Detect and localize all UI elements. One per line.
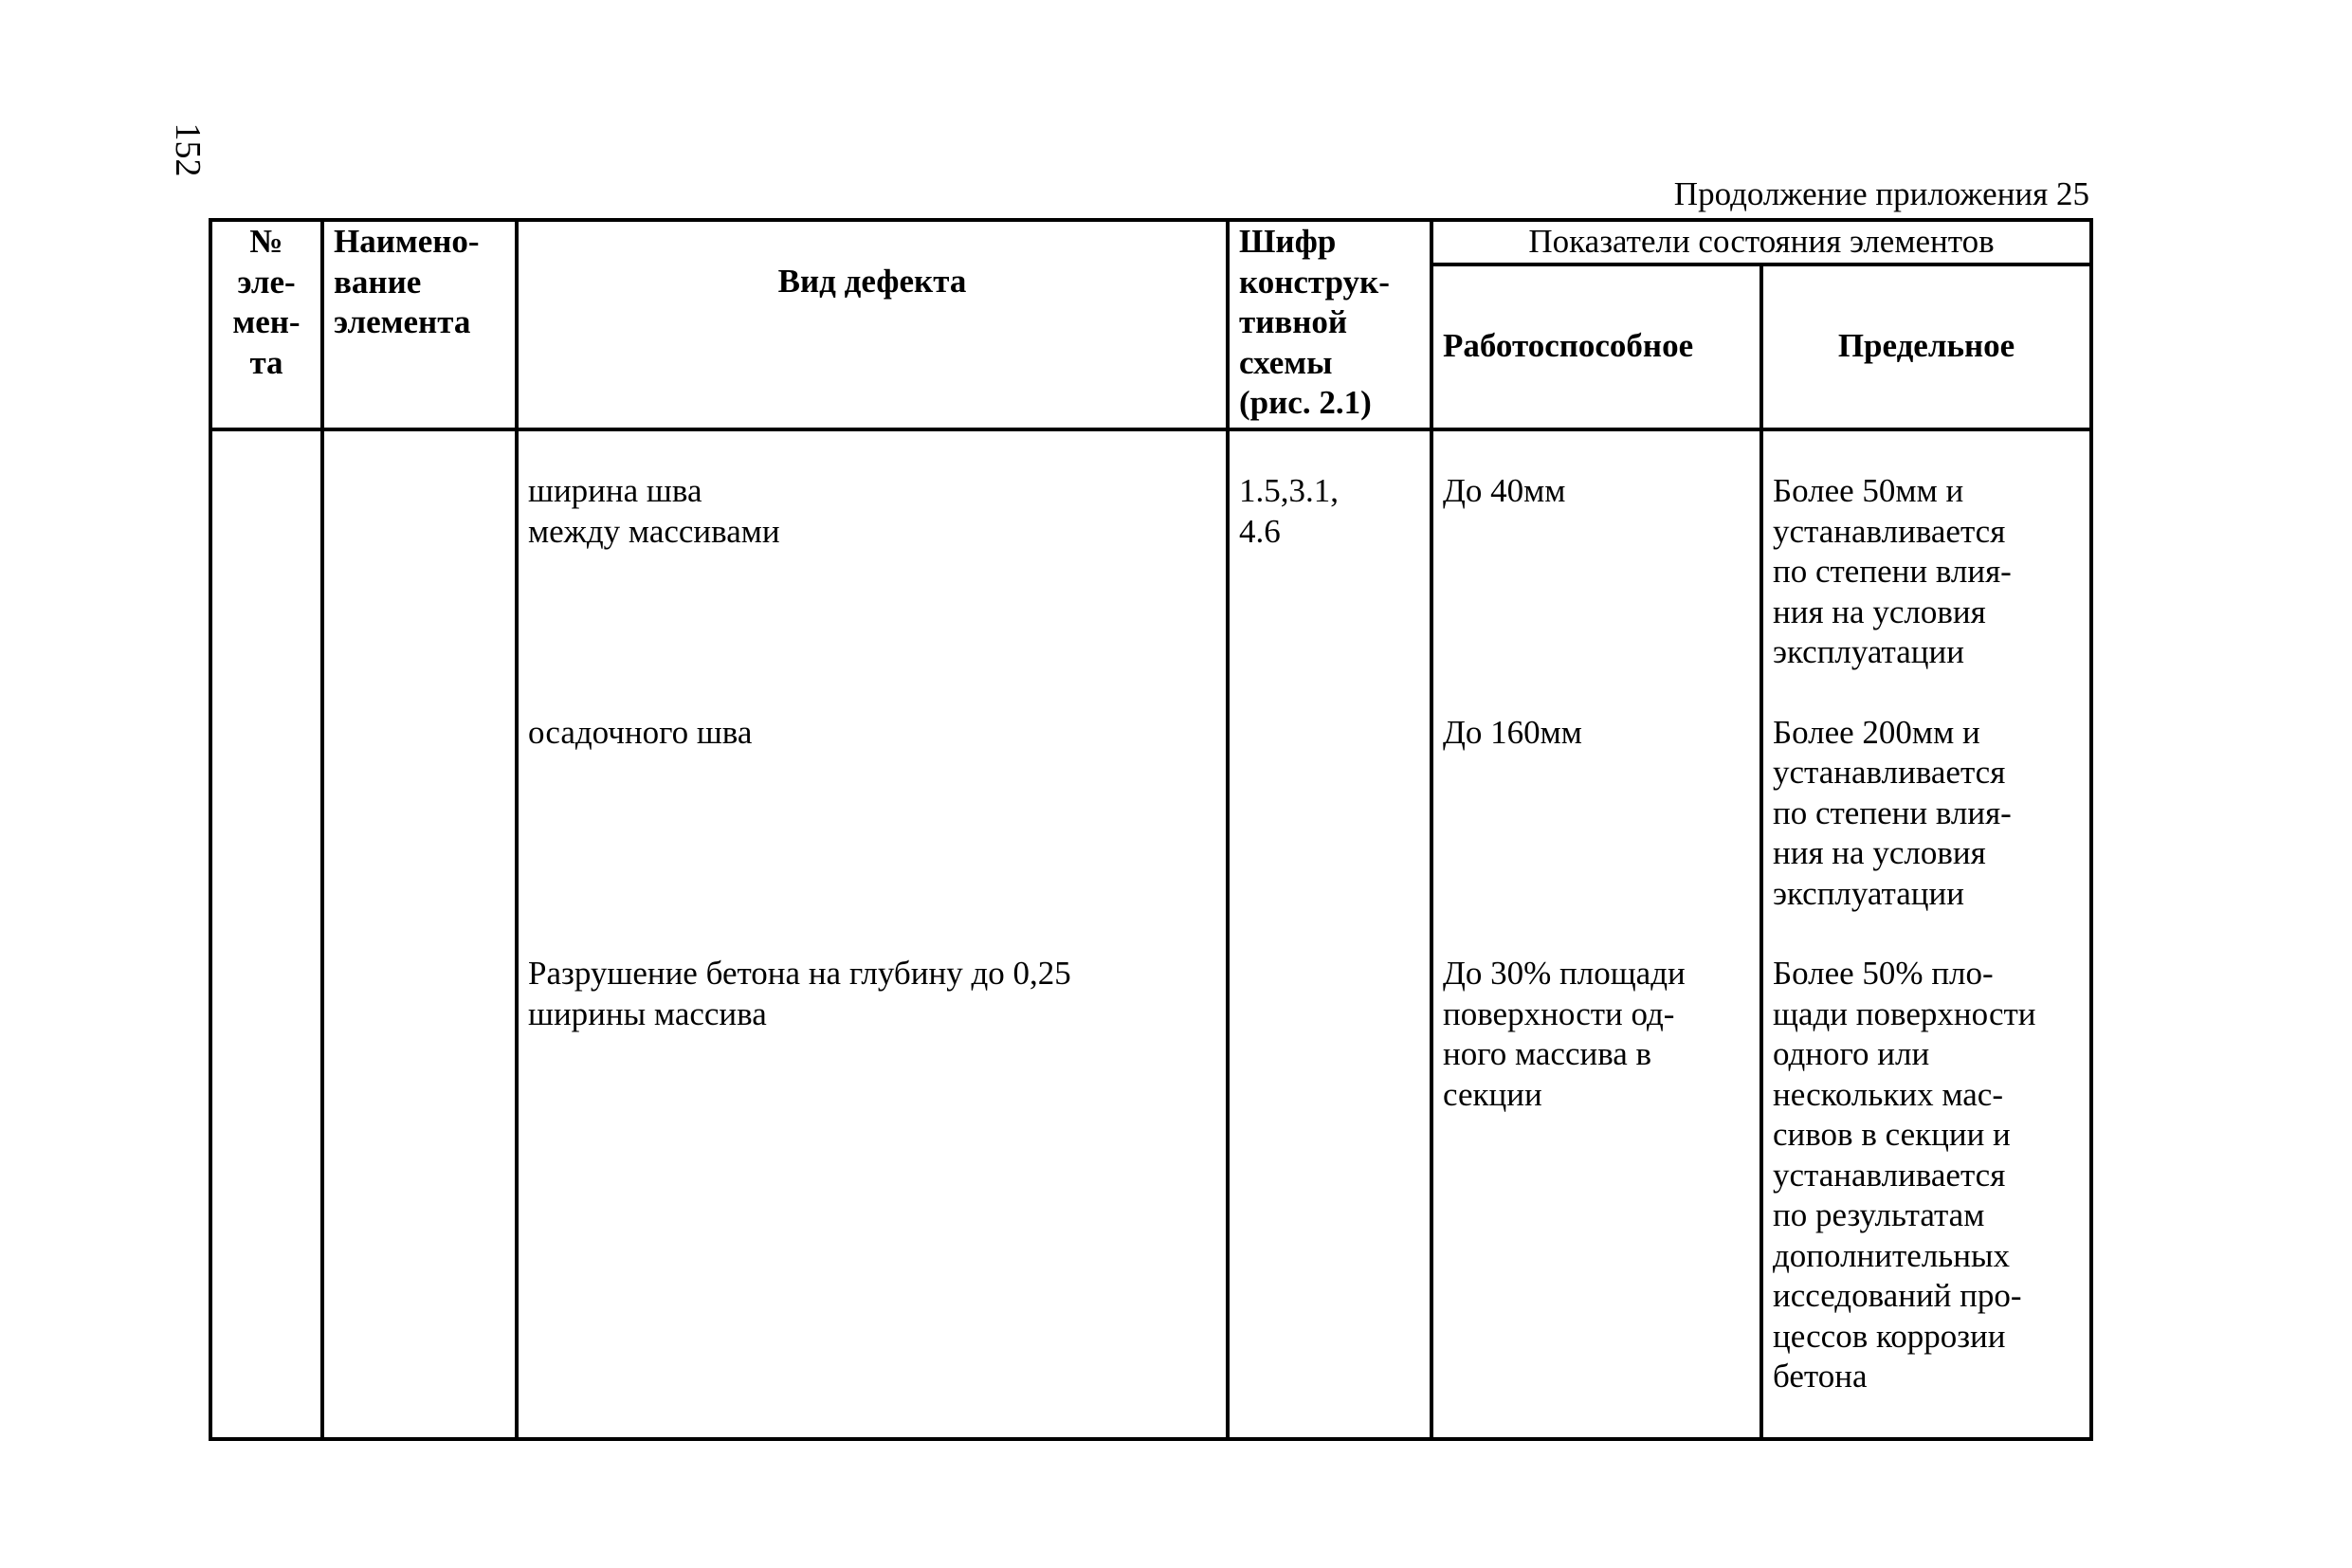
body-workable-cell: [1431, 429, 1761, 1440]
body-limit-cell: [1761, 429, 2091, 1440]
header-defect: Вид дефекта: [517, 220, 1228, 429]
workable-text: До 160мм: [1443, 713, 1582, 751]
code-text: 1.5,3.1, 4.6: [1239, 472, 1339, 550]
defects-table: [209, 218, 2093, 1441]
defect-text: ширина шва между массивами: [528, 472, 780, 550]
table-body-row: [210, 429, 2091, 1440]
appendix-caption: Продолжение приложения 25: [1673, 175, 2089, 212]
limit-text: Более 200мм и устанавливается по степени влия- ния на условия эксплуатации: [1773, 713, 2012, 912]
page-number: 152: [168, 122, 208, 177]
defect-text: Разрушение бетона на глубину до 0,25 ширины массива: [528, 955, 1071, 1032]
limit-text: Более 50мм и устанавливается по степени влия- ния на условия эксплуатации: [1773, 472, 2012, 670]
body-defect-cell: [517, 429, 1228, 1440]
header-num: № эле- мен- та: [210, 220, 322, 429]
workable-text: До 40мм: [1443, 472, 1566, 509]
header-workable: Работоспособное: [1431, 264, 1761, 429]
header-name: Наимено- вание элемента: [322, 220, 517, 429]
body-code-cell: [1228, 429, 1431, 1440]
defect-text: осадочного шва: [528, 713, 753, 751]
body-name-cell: [322, 429, 517, 1440]
header-row-1: [210, 220, 2091, 264]
header-indicators: Показатели состояния элементов: [1431, 220, 2091, 264]
header-code: Шифр конструк- тивной схемы (рис. 2.1): [1228, 220, 1431, 429]
workable-text: До 30% площади поверхности од- ного массива в секции: [1443, 955, 1686, 1113]
body-num-cell: [210, 429, 322, 1440]
header-limit: Предельное: [1761, 264, 2091, 429]
limit-text: Более 50% пло- щади поверхности одного или нескольких мас- сивов в секции и устанавливается по результатам дополнительных исседований про- цессов коррозии бетона: [1773, 955, 2036, 1395]
